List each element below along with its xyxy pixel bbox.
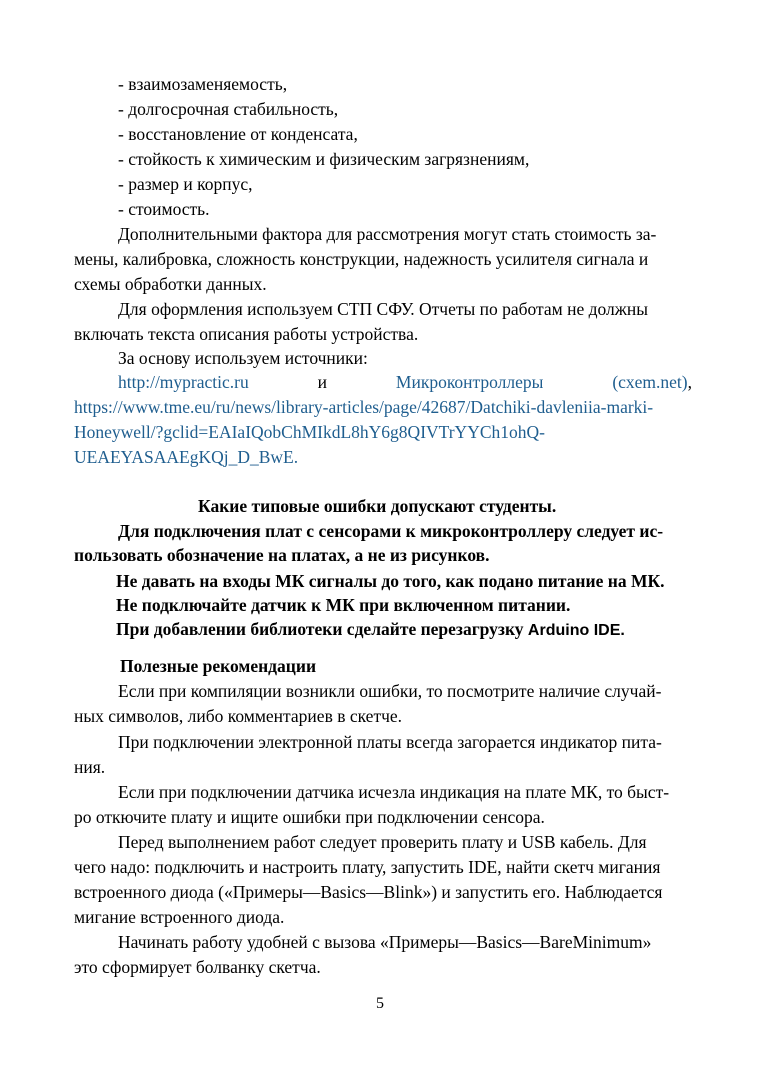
paragraph-line: мены, калибровка, сложность конструкции, надежность усилителя сигнала и: [74, 249, 649, 269]
link-tme-line2[interactable]: Honeywell/?gclid=EAIaIQobChMIkdL8hY6g8QIVTrYYCh1ohQ-: [74, 422, 545, 442]
sources-intro: За основу используем источники:: [118, 348, 368, 368]
paragraph-line: мигание встроенного диода.: [74, 907, 285, 927]
errors-line-text: При добавлении библиотеки сделайте перезагрузку: [116, 619, 524, 639]
recs-heading: Полезные рекомендации: [120, 656, 317, 676]
errors-line: [116, 617, 625, 643]
errors-line: Для подключения плат с сенсорами к микроконтроллеру следует ис-: [118, 521, 664, 541]
sources-line: [118, 370, 692, 394]
comma: ,: [687, 372, 692, 392]
list-item: - стойкость к химическим и физическим загрязнениям,: [118, 149, 530, 169]
errors-line: Не подключайте датчик к МК при включенном питании.: [116, 595, 571, 615]
errors-line: Не давать на входы МК сигналы до того, как подано питание на МК.: [116, 571, 665, 591]
paragraph-line: Перед выполнением работ следует проверить плату и USB кабель. Для: [118, 832, 647, 852]
paragraph-line: схемы обработки данных.: [74, 274, 267, 294]
conjunction: и: [317, 372, 327, 392]
link-cxem-wrap: [612, 370, 692, 394]
errors-heading: Какие типовые ошибки допускают студенты.: [198, 496, 557, 516]
link-tme-line3[interactable]: UEAEYASAAEgKQj_D_BwE.: [74, 447, 299, 467]
link-cxem[interactable]: (cxem.net): [612, 372, 688, 392]
link-tme-line1[interactable]: https://www.tme.eu/ru/news/library-articles/page/42687/Datchiki-davleniia-marki-: [74, 397, 654, 417]
paragraph-line: ния.: [74, 757, 106, 777]
paragraph-line: встроенного диода («Примеры—Basics—Blink») и запустить его. Наблюдается: [74, 882, 663, 902]
link-microcontrollers[interactable]: Микроконтроллеры: [395, 372, 544, 392]
paragraph-line: Начинать работу удобней с вызова «Примеры—Basics—BareMinimum»: [118, 932, 652, 952]
list-item: - восстановление от конденсата,: [118, 124, 358, 144]
paragraph-line: Если при компиляции возникли ошибки, то посмотрите наличие случай-: [118, 681, 662, 701]
paragraph-line: При подключении электронной платы всегда загорается индикатор пита-: [118, 732, 662, 752]
paragraph-line: ных символов, либо комментариев в скетче.: [74, 706, 403, 726]
paragraph-line: включать текста описания работы устройства.: [74, 324, 419, 344]
paragraph-line: Если при подключении датчика исчезла индикация на плате МК, то быст-: [118, 782, 670, 802]
list-item: - взаимозаменяемость,: [118, 74, 288, 94]
paragraph-line: чего надо: подключить и настроить плату, запустить IDE, найти скетч мигания: [74, 857, 661, 877]
list-item: - долгосрочная стабильность,: [118, 99, 339, 119]
paragraph-line: Для оформления используем СТП СФУ. Отчеты по работам не должны: [118, 299, 649, 319]
paragraph-line: Дополнительными фактора для рассмотрения могут стать стоимость за-: [118, 224, 657, 244]
page-number: 5: [376, 995, 384, 1012]
list-item: - стоимость.: [118, 199, 210, 219]
arduino-ide-label: Arduino IDE.: [527, 622, 625, 639]
paragraph-line: ро откючите плату и ищите ошибки при подключении сенсора.: [74, 807, 545, 827]
link-mypractic[interactable]: http://mypractic.ru: [118, 372, 249, 392]
paragraph-line: это сформирует болванку скетча.: [74, 957, 321, 977]
list-item: - размер и корпус,: [118, 174, 253, 194]
errors-line: пользовать обозначение на платах, а не из рисунков.: [74, 545, 490, 565]
